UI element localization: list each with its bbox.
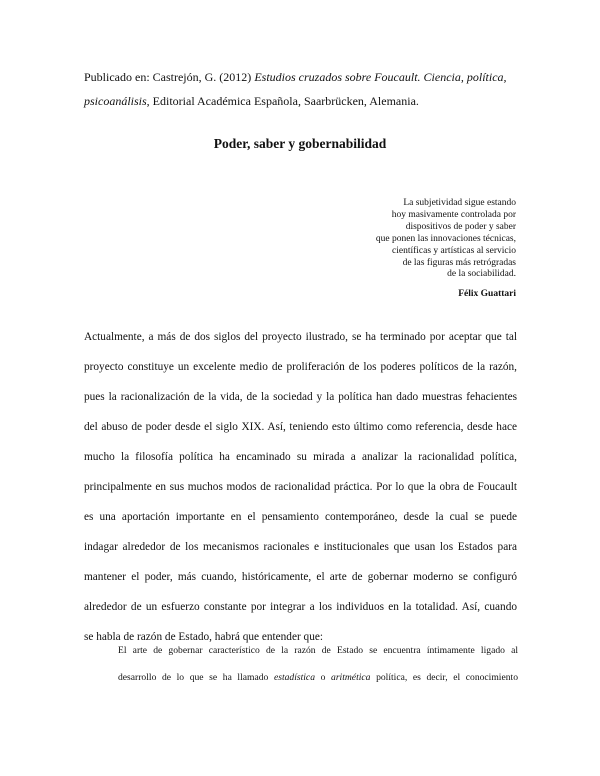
paragraph-line: alrededor de un esfuerzo constante por integrar a los individuos en la totalidad. Así, cuando xyxy=(84,601,517,613)
citation-book-title: Estudios cruzados sobre Foucault. Ciencia, política, xyxy=(254,70,507,84)
paragraph-line: proyecto constituye un excelente medio de proliferación de los poderes políticos de la razón, xyxy=(84,361,517,373)
paragraph-line: del abuso de poder desde el siglo XIX. Así, teniendo esto último como referencia, desde hace xyxy=(84,421,517,433)
quote-emphasis-estadistica: estadística xyxy=(273,672,315,683)
paragraph-line: principalmente en sus muchos modos de racionalidad práctica. Por lo que la obra de Foucault xyxy=(84,481,517,493)
citation-suffix: , Editorial Académica Española, Saarbrücken, Alemania. xyxy=(146,94,419,108)
quote-text: desarrollo de lo que se ha llamado xyxy=(118,672,274,683)
quote-text: o xyxy=(315,672,332,683)
paragraph-line: Actualmente, a más de dos siglos del proyecto ilustrado, se ha terminado por aceptar que tal xyxy=(84,331,517,343)
citation-prefix: Publicado en: Castrejón, G. (2012) xyxy=(84,70,255,84)
epigraph-line: científicas y artísticas al servicio xyxy=(392,245,516,256)
block-quote xyxy=(118,637,518,691)
epigraph-line: de la sociabilidad. xyxy=(447,269,516,280)
publication-citation xyxy=(84,65,524,113)
paragraph-line-last: se habla de razón de Estado, habrá que entender que: xyxy=(84,631,324,643)
epigraph-line: La subjetividad sigue estando xyxy=(403,198,516,208)
epigraph-author: Félix Guattari xyxy=(458,289,516,300)
paragraph-line: mucho la filosofía política ha encaminado su mirada a analizar la racionalidad política, xyxy=(84,451,517,463)
quote-line: El arte de gobernar característico de la razón de Estado se encuentra íntimamente ligado al xyxy=(118,645,518,656)
quote-text: política, es decir, el conocimiento xyxy=(370,672,518,683)
epigraph-line: hoy masivamente controlada por xyxy=(391,209,516,220)
epigraph-line: de las figuras más retrógradas xyxy=(402,257,516,268)
body-paragraph xyxy=(84,322,517,652)
paragraph-line: mantener el poder, más cuando, históricamente, el arte de gobernar moderno se configuró xyxy=(84,571,517,583)
citation-book-title-continued: psicoanálisis xyxy=(84,94,147,108)
quote-line xyxy=(118,664,518,691)
paragraph-line: es una aportación importante en el pensamiento contemporáneo, desde la cual se puede xyxy=(84,511,517,523)
page-title: Poder, saber y gobernabilidad xyxy=(213,136,387,151)
quote-emphasis-aritmetica: aritmética xyxy=(331,672,371,683)
paragraph-line: pues la racionalización de la vida, de la sociedad y la política han dado muestras fehacientes xyxy=(84,391,517,403)
epigraph-line: que ponen las innovaciones técnicas, xyxy=(375,233,516,244)
paragraph-line: indagar alrededor de los mecanismos racionales e institucionales que usan los Estados para xyxy=(84,541,517,553)
epigraph-line: dispositivos de poder y saber xyxy=(405,221,516,232)
epigraph xyxy=(216,198,516,301)
